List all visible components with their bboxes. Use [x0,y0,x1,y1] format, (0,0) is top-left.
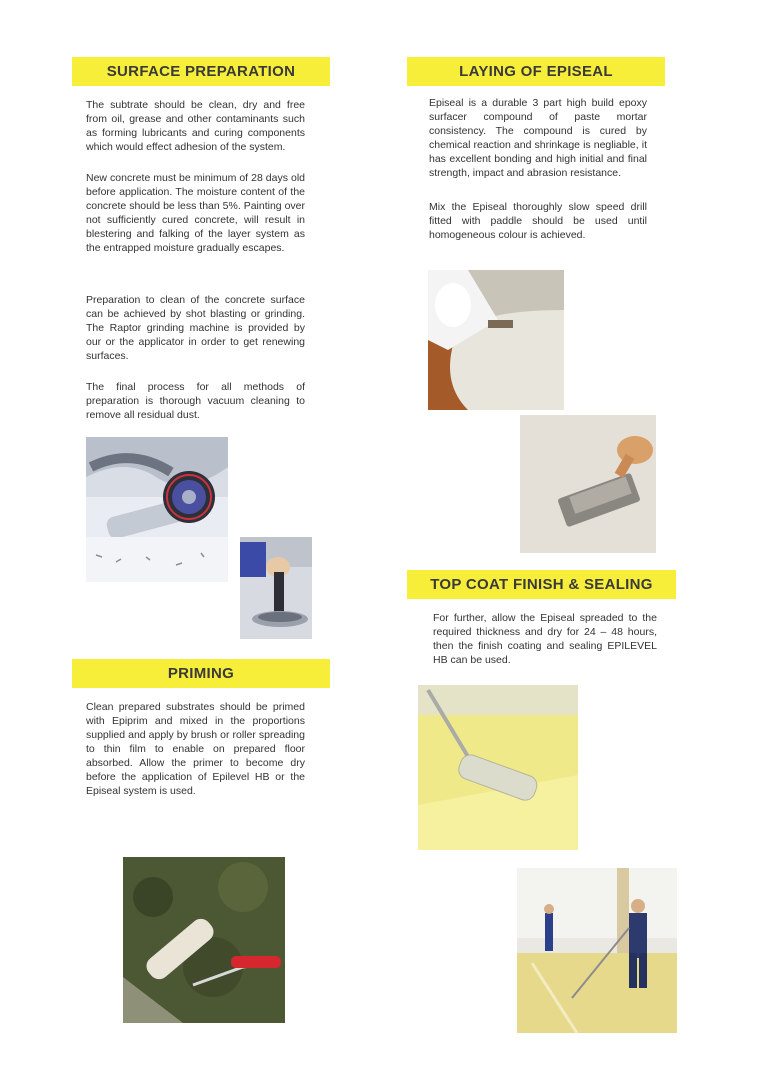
priming-title: PRIMING [167,665,235,682]
surface-preparation-title: SURFACE PREPARATION [106,63,296,80]
yellow-coat-roller-photo [418,685,578,850]
surface-prep-paragraph-1: The subtrate should be clean, dry and free from oil, grease and other contaminants such as forming lubricants and curing components which would effect adhesion of the system. [86,99,305,153]
surface-prep-paragraph-2: New concrete must be minimum of 28 days old before application. The moisture content of the concrete should be less than 5%. Painting over not sufficiently cured concrete, will result in blestering and falking of the layer system as the entrapped moisture gradually escapes. [86,172,305,254]
episeal-paragraph-2: Mix the Episeal thoroughly slow speed drill fitted with paddle should be used until homogeneous colour is achieved. [429,201,647,241]
laying-of-episeal-header [407,57,665,86]
priming-roller-photo [123,857,285,1023]
episeal-paragraph-1: Episeal is a durable 3 part high build epoxy surfacer compound of paste mortar consistency. The compound is cured by chemical reaction and shrinkage is negliable, it has excellent bonding and high initial and final strength, impact and abrasion resistance. [429,97,647,179]
top-coat-title: TOP COAT FINISH & SEALING [430,576,653,593]
priming-paragraph: Clean prepared substrates should be primed with Epiprim and mixed in the proportions supplied and apply by brush or roller spreading to thin film to enable on prepared floor absorbed. Allow the primer to become dry before the application of Epilevel HB or the Episeal system is used. [86,701,305,797]
surface-preparation-header [72,57,330,86]
trowel-closeup-photo [520,415,656,553]
episeal-spreading-photo [428,270,564,410]
top-coat-paragraph: For further, allow the Episeal spreaded to the required thickness and dry for 24 – 48 hours, then the finish coating and sealing EPILEVEL HB can be used. [433,612,657,666]
grinding-machine-photo [86,437,228,582]
hand-grinder-photo [240,537,312,639]
priming-header [72,659,330,688]
surface-prep-paragraph-3: Preparation to clean of the concrete surface can be achieved by shot blasting or grinding. The Raptor grinding machine is provided by our or the applicator in order to get renewing surfaces. [86,294,305,362]
top-coat-header [407,570,676,599]
surface-prep-paragraph-4: The final process for all methods of preparation is thorough vacuum cleaning to remove all residual dust. [86,381,305,421]
laying-of-episeal-title: LAYING OF EPISEAL [459,63,613,80]
floor-coating-workers-photo [517,868,677,1033]
